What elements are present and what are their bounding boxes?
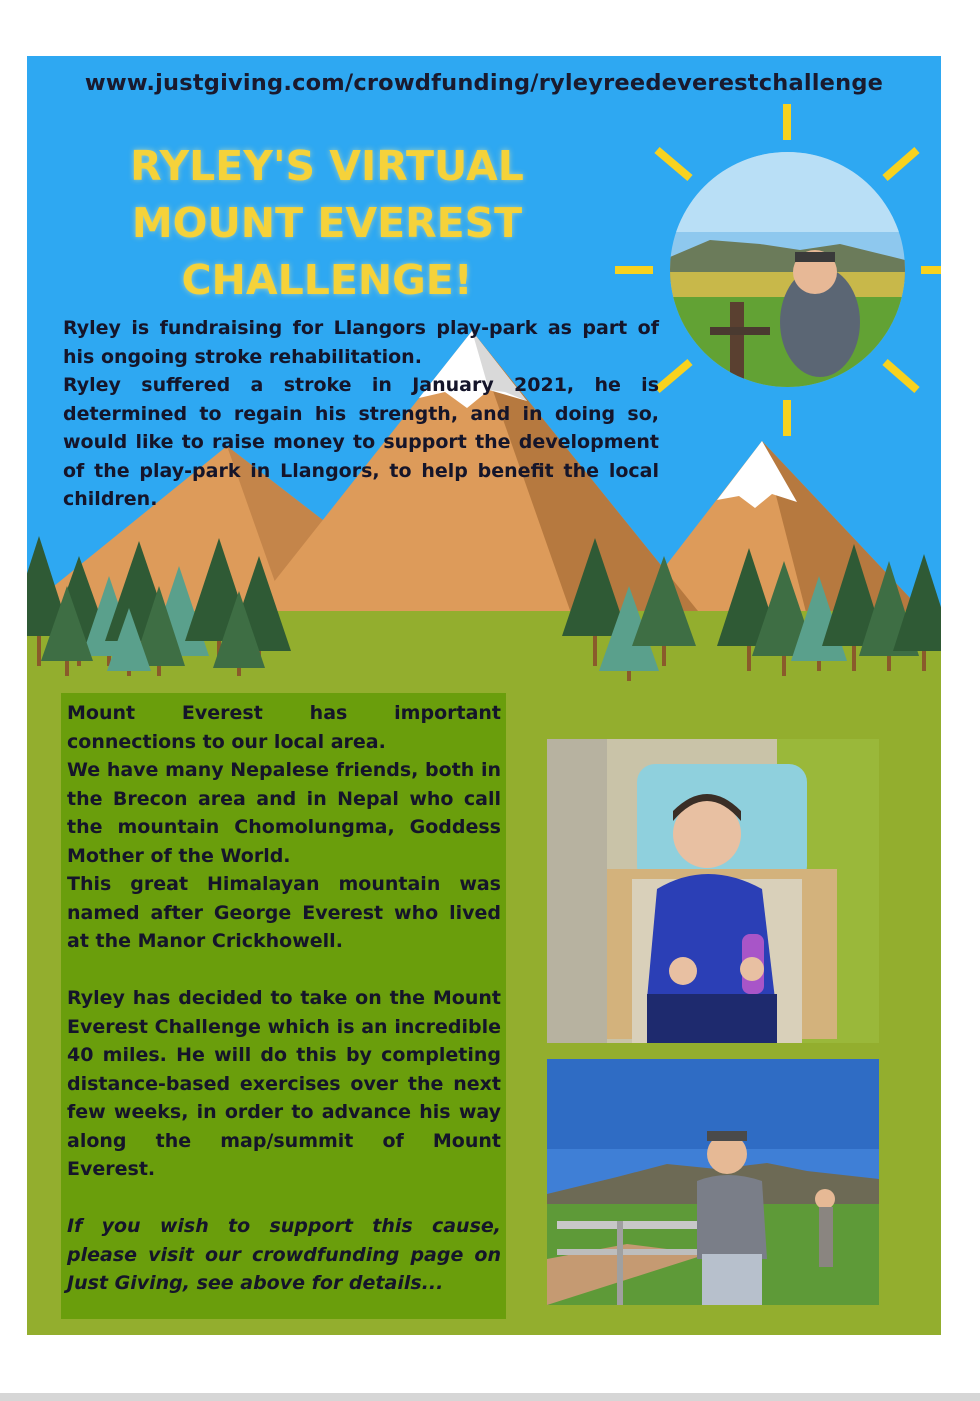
story-paragraph-2: We have many Nepalese friends, both in the Brecon area and in Nepal who call the mountain Chomolungma, Goddess Mother of the World. <box>67 759 501 867</box>
photo-boy-by-gate <box>547 1059 879 1305</box>
page-bottom-edge <box>0 1393 980 1401</box>
story-text <box>67 699 501 1298</box>
support-call-to-action: If you wish to support this cause, please visit our crowdfunding page on Just Giving, see above for details... <box>67 1215 501 1294</box>
poster <box>27 56 941 1335</box>
story-paragraph-3: This great Himalayan mountain was named after George Everest who lived at the Manor Crickhowell. <box>67 873 501 952</box>
photo-boy-in-chair <box>547 739 879 1043</box>
intro-text <box>63 314 659 514</box>
poster-title <box>77 138 577 309</box>
story-paragraph-1: Mount Everest has important connections to our local area. <box>67 702 501 753</box>
title-line-3: CHALLENGE! <box>181 256 473 304</box>
intro-paragraph-2: Ryley suffered a stroke in January 2021, he is determined to regain his strength, and in doing so, would like to raise money to support the development of the play-park in Llangors, to help benefit the local children. <box>63 374 659 510</box>
intro-paragraph-1: Ryley is fundraising for Llangors play-park as part of his ongoing stroke rehabilitation. <box>63 317 659 368</box>
title-line-1: RYLEY'S VIRTUAL <box>130 142 524 190</box>
story-paragraph-4: Ryley has decided to take on the Mount Everest Challenge which is an incredible 40 miles. He will do this by completing distance-based exercises over the next few weeks, in order to advance his way along the map/summit of Mount Everest. <box>67 987 501 1180</box>
title-line-2: MOUNT EVEREST <box>131 199 523 247</box>
sun-photo-boy-in-field <box>670 152 905 387</box>
crowdfunding-url[interactable]: www.justgiving.com/crowdfunding/ryleyreedeverestchallenge <box>84 70 884 96</box>
